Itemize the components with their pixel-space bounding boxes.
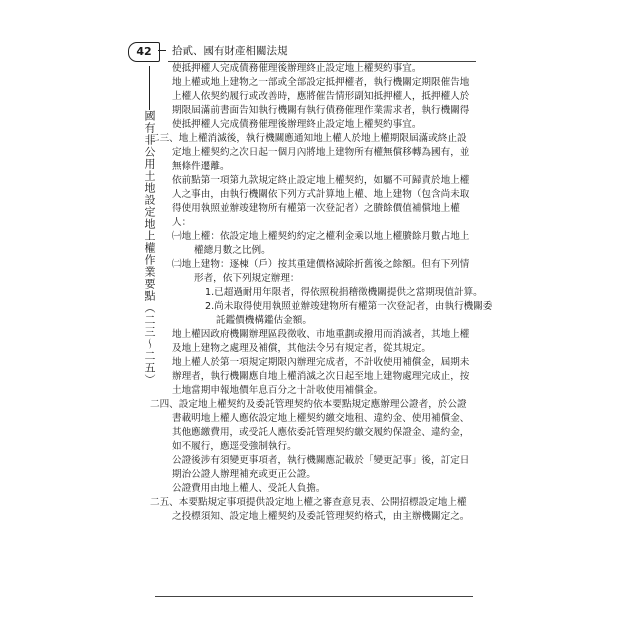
text-line: 期限屆滿前書面告知執行機關有執行債務催理作業需求者，執行機關得 (172, 105, 470, 116)
text-line: 地上權或地上建物之一部或全部設定抵押權者，執行機關定期限催告地 (172, 77, 470, 88)
text-line: 形者，依下列規定辦理： (194, 273, 300, 284)
text-line: 得使用執照並辦竣建物所有權第一次登記者）之賸餘價值補償地上權 (172, 203, 460, 214)
text-line: 公證後涉有須變更事項者，執行機關應記載於「變更記事」後，訂定日 (172, 455, 470, 466)
sidebar-section-title: 國有非公用土地設定地上權作業要點（二三～二五） (136, 110, 162, 386)
text-line: 人： (172, 217, 192, 228)
text-line: 土地當期申報地價年息百分之十計收使用補償金。 (172, 385, 384, 396)
list-item: ㈠地上權：依設定地上權契約約定之權利金乘以地上權賸餘月數占地上 (172, 231, 470, 242)
article-24-heading-line: 二四、設定地上權契約及委託管理契約依本要點規定應辦理公證者，於公證 (150, 399, 467, 410)
article-23-heading-line: 二三、地上權消滅後，執行機關應通知地上權人於地上權期限屆滿或終止設 (150, 133, 467, 144)
text-line: 之投標須知、設定地上權契約及委託管理契約格式，由主辦機關定之。 (172, 511, 470, 522)
page-number: 42 (128, 42, 160, 62)
text-line: 書載明地上權人應依設定地上權契約繳交地租、違約金、使用補償金、 (172, 413, 470, 424)
article-25-heading-line: 二五、本要點規定事項提供設定地上權之審查意見表、公開招標設定地上權 (150, 497, 467, 508)
text-line: 無條件遷離。 (172, 161, 230, 172)
list-item: ㈡地上建物：逐棟（戶）按其重建價格減除折舊後之餘額。但有下列情 (172, 259, 470, 270)
text-line: 如不履行，應逕受強制執行。 (172, 441, 297, 452)
text-line: 使抵押權人完成債務催理後辦理終止設定地上權契約事宜。 (172, 119, 422, 130)
text-line: 使抵押權人完成債務催理後辦理終止設定地上權契約事宜。 (172, 63, 422, 74)
text-line: 期治公證人辦理補充或更正公證。 (172, 469, 316, 480)
text-line: 定地上權契約之次日起一個月內將地上建物所有權無償移轉為國有，並 (172, 147, 470, 158)
footer-rule (155, 596, 473, 597)
text-line: 權總月數之比例。 (194, 245, 271, 256)
body-text (150, 62, 492, 524)
text-line: 上權人依契約履行或改善時，應將催告情形副知抵押權人，抵押權人於 (172, 91, 470, 102)
text-line: 依前點第一項第九款規定終止設定地上權契約，如屬不可歸責於地上權 (172, 175, 470, 186)
text-line: 其他應繳費用，或受託人應依委託管理契約繳交履約保證金、違約金， (172, 427, 470, 438)
sub-list-item: 2.尚未取得使用執照並辦竣建物所有權第一次登記者，由執行機關委 (205, 301, 492, 312)
running-header-title: 拾貳、國有財產相關法規 (172, 45, 288, 57)
text-line: 辦理者，執行機關應自地上權消滅之次日起至地上建物處理完成止，按 (172, 371, 470, 382)
text-line: 地上權人於第一項規定期限內辦理完成者，不計收使用補償金，屆期未 (172, 357, 470, 368)
text-line: 及地上建物之處理及補償，其他法令另有規定者，從其規定。 (172, 343, 432, 354)
text-line: 地上權因政府機關辦理區段徵收、市地重劃或撥用而消滅者，其地上權 (172, 329, 470, 340)
text-line: 公證費用由地上權人、受託人負擔。 (172, 483, 326, 494)
text-line: 人之事由，由執行機關依下列方式計算地上權、地上建物（包含尚未取 (172, 189, 470, 200)
header-connector (158, 50, 166, 51)
text-line: 託鑑價機構鑑估金額。 (216, 315, 312, 326)
sub-list-item: 1.已超過耐用年限者，得依照稅捐稽徵機關提供之當期現值計算。 (205, 287, 483, 298)
